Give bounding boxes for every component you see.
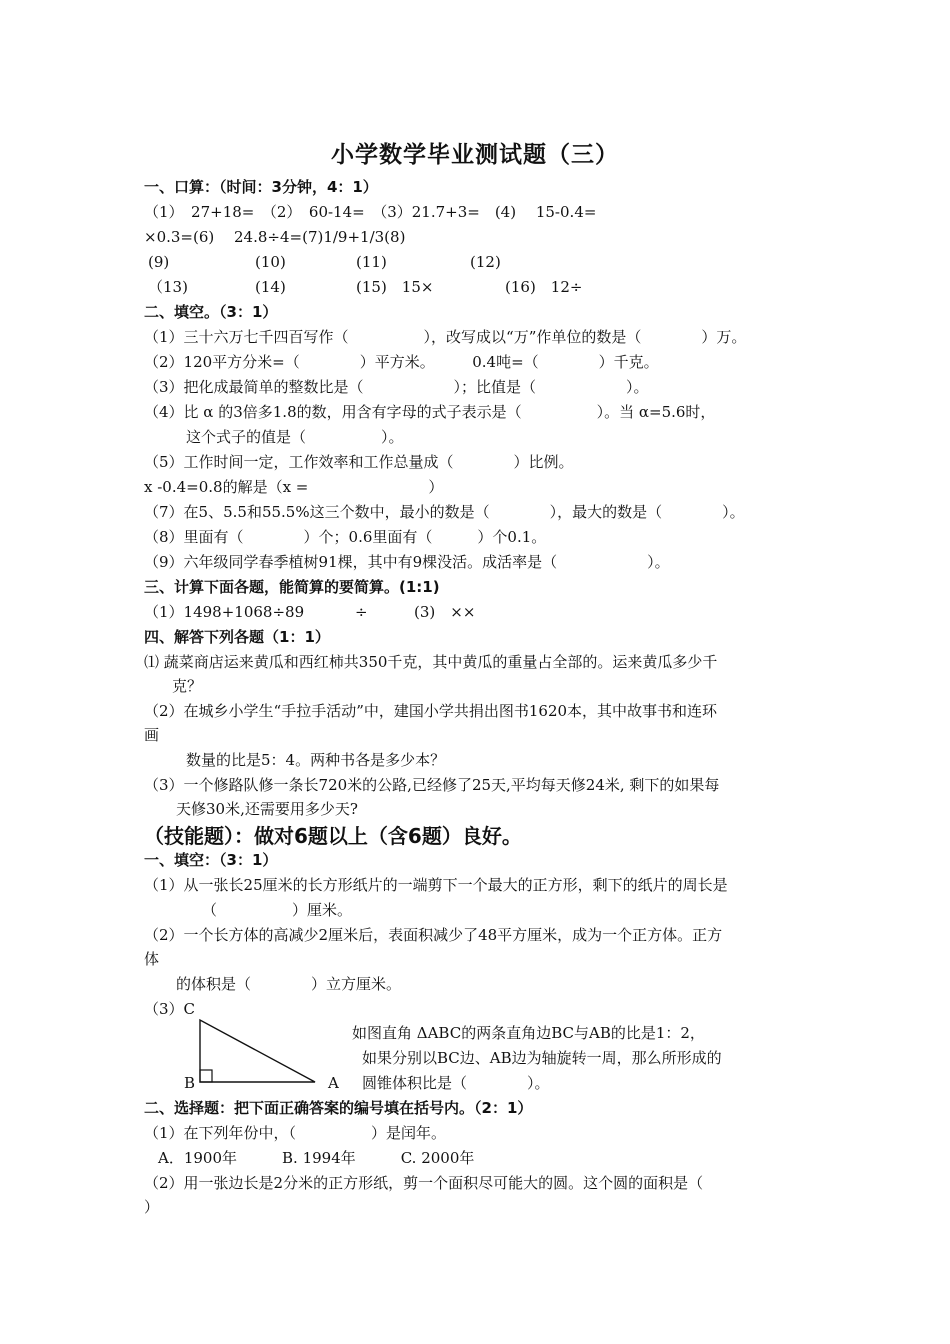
skills-question-1: （1）从一张长25厘米的长方形纸片的一端剪下一个最大的正方形，剩下的纸片的周长是: [144, 876, 728, 894]
calc-item-1: （1）1498+1068÷89: [144, 603, 305, 621]
solve-question-2-cont: 画: [144, 726, 160, 744]
skills-question-1-cont: （ ）厘米。: [202, 901, 353, 919]
triangle-abc: [200, 1020, 315, 1082]
oral-item-10: (10): [255, 253, 286, 271]
right-angle-marker: [200, 1070, 212, 1082]
vertex-label-b: B: [184, 1074, 196, 1092]
fill-question-1: （1）三十六万七千四百写作（ ），改写成以“万”作单位的数是（ ）万。: [144, 328, 747, 346]
vertex-label-a: A: [328, 1074, 339, 1092]
skills-question-3-text-1: 如图直角 ΔABC的两条直角边BC与AB的比是1：2，: [352, 1024, 705, 1042]
fill-question-8: （8）里面有（ ）个；0.6里面有（ ）个0.1。: [144, 528, 547, 546]
oral-item-14: (14): [255, 278, 286, 296]
skills-question-3-text-3: 圆锥体积比是（ ）。: [362, 1074, 550, 1092]
choice-question-2: （2）用一张边长是2分米的正方形纸，剪一个面积尽可能大的圆。这个圆的面积是（: [144, 1174, 704, 1192]
choice-question-1: （1）在下列年份中，（ ）是闰年。: [144, 1124, 447, 1142]
calc-item-3: (3) ××: [414, 603, 476, 621]
oral-item-11: (11): [356, 253, 387, 271]
fill-question-9: （9）六年级同学春季植树91棵，其中有9棵没活。成活率是（ ）。: [144, 553, 670, 571]
oral-row-2: ×0.3=(6) 24.8÷4=(7)1/9+1/3(8): [144, 228, 406, 246]
page-title: 小学数学毕业测试题（三）: [331, 142, 619, 168]
fill-question-4: （4）比 α 的3倍多1.8的数，用含有字母的式子表示是（ ）。当 α=5.6时，: [144, 403, 716, 421]
skills-question-2-cont2: 的体积是（ ）立方厘米。: [176, 975, 402, 993]
choice-question-1-options: A．1900年 B. 1994年 C. 2000年: [158, 1149, 475, 1167]
section-heading-fill: 二、填空。（3：1）: [144, 303, 278, 321]
skills-question-3-label: （3）C: [144, 1000, 196, 1018]
right-triangle-diagram: [195, 1015, 325, 1085]
section-heading-choice: 二、选择题：把下面正确答案的编号填在括号内。（2：1）: [144, 1099, 533, 1117]
skills-heading: （技能题）：做对6题以上（含6题）良好。: [144, 824, 522, 848]
section-heading-calc: 三、计算下面各题，能简算的要简算。(1:1): [144, 578, 440, 596]
solve-question-1-cont: 克？: [172, 677, 203, 695]
oral-item-13: （13): [148, 278, 188, 296]
section-heading-solve: 四、解答下列各题（1：1）: [144, 628, 330, 646]
solve-question-1: ⑴ 蔬菜商店运来黄瓜和西红柿共350千克，其中黄瓜的重量占全部的。运来黄瓜多少千: [144, 653, 718, 671]
fill-question-5: （5）工作时间一定，工作效率和工作总量成（ ）比例。: [144, 453, 574, 471]
section-heading-oral: 一、口算：（时间：3分钟，4：1）: [144, 178, 378, 196]
oral-item-15: (15) 15×: [356, 278, 434, 296]
oral-item-9: (9): [148, 253, 170, 271]
calc-item-2: ÷: [355, 603, 368, 621]
section-heading-skills-fill: 一、填空：（3：1）: [144, 851, 278, 869]
oral-item-16: (16) 12÷: [505, 278, 583, 296]
solve-question-2-cont2: 数量的比是5：4。两种书各是多少本？: [186, 751, 446, 769]
fill-question-3: （3）把化成最简单的整数比是（ ）；比值是（ ）。: [144, 378, 649, 396]
oral-item-12: (12): [470, 253, 501, 271]
solve-question-3-cont: 天修30米,还需要用多少天?: [176, 800, 358, 818]
fill-question-7: （7）在5、5.5和55.5%这三个数中，最小的数是（ ），最大的数是（ ）。: [144, 503, 745, 521]
solve-question-2: （2）在城乡小学生“手拉手活动”中，建国小学共捐出图书1620本，其中故事书和连环: [144, 702, 718, 720]
solve-question-3: （3）一个修路队修一条长720米的公路,已经修了25天,平均每天修24米, 剩下的如果每: [144, 776, 720, 794]
fill-question-4-cont: 这个式子的值是（ ）。: [186, 428, 404, 446]
fill-question-6: x -0.4=0.8的解是（x = ）: [144, 478, 444, 496]
skills-question-2-cont: 体: [144, 950, 160, 968]
choice-question-2-cont: ）: [144, 1198, 160, 1216]
oral-row-1: （1） 27+18= （2） 60-14= （3）21.7+3= (4) 15-0.4=: [144, 203, 597, 221]
skills-question-2: （2）一个长方体的高减少2厘米后，表面积减少了48平方厘米，成为一个正方体。正方: [144, 926, 723, 944]
skills-question-3-text-2: 如果分别以BC边、AB边为轴旋转一周，那么所形成的: [362, 1049, 722, 1067]
fill-question-2: （2）120平方分米=（ ）平方米。 0.4吨=（ ）千克。: [144, 353, 659, 371]
